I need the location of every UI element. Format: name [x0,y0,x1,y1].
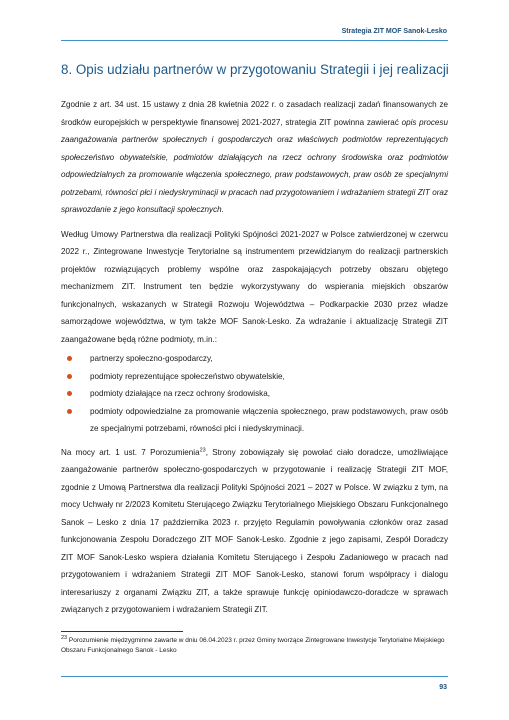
paragraph-legal-basis-text: Zgodnie z art. 34 ust. 15 ustawy z dnia 28 kwietnia 2022 r. o zasadach realizacji zadań finansowanych ze środków europejskich w perspektywie finansowej 2021-2027, strategia ZIT powinna zawierać [61,100,448,127]
list-item [61,368,448,386]
footer-divider [61,676,448,677]
paragraph-partnership-agreement: Według Umowy Partnerstwa dla realizacji Polityki Spójności 2021-2027 w Polsce zatwierdzonej w czerwcu 2022 r., Zintegrowane Inwestycje Terytorialne są instrumentem przewidzianym do realizacji partnerskich projektów rozwiązujących problemy wspólne oraz zaspokajających potrzeby obszaru objętego mechanizmem ZIT. Instrument ten będzie wykorzystywany do wspierania miejskich obszarów funkcjonalnych, wskazanych w Strategii Rozwoju Województwa – Podkarpackie 2030 przez władze samorządowe województwa, w tym także MOF Sanok-Lesko. Za wdrażanie i aktualizację Strategii ZIT zaangażowane będą różne podmioty, m.in.: [61,229,448,344]
list-item-text: partnerzy społeczno-gospodarczy, [90,354,213,363]
list-item-text: podmioty odpowiedzialne za promowanie włączenia społecznego, praw podstawowych, praw osób ze specjalnymi potrzebami, równości płci i niedyskryminacji. [90,406,448,433]
list-item-text: podmioty działające na rzecz ochrony środowiska, [90,389,270,398]
bullet-icon [67,409,72,414]
list-item-text: podmioty reprezentujące społeczeństwo obywatelskie, [90,371,285,381]
bullet-icon [67,391,72,396]
list-item [61,403,448,438]
footnote-text: Porozumienie międzygminne zawarte w dniu 06.04.2023 r. przez Gminy tworzące Zintegrowane Inwestycje Terytorialne Miejskiego Obszaru Funkcjonalnego Sanok - Lesko [61,637,445,654]
paragraph-legal-basis-quote: opis procesu zaangażowania partnerów społecznych i gospodarczych oraz właściwych podmiotów reprezentujących społeczeństwo obywatelskie, podmiotów działających na rzecz ochrony środowiska oraz podmiotów odpowiedzialnych za promowanie włączenia społecznego, praw podstawowych, praw osób ze specjalnymi potrzebami, równości płci i niedyskryminacji w pracach nad przygotowaniem i wdrażaniem strategii ZIT oraz sprawozdanie z jego konsultacji społecznych. [61,117,448,214]
section-heading: 8. Opis udziału partnerów w przygotowaniu Strategii i jej realizacji [61,62,449,77]
running-header: Strategia ZIT MOF Sanok-Lesko [341,28,447,35]
paragraph-legal-basis [61,96,448,219]
paragraph-advisory-team-text-end: , Strony zobowiązały się powołać ciało doradcze, umożliwiające zaangażowanie partnerów społeczno-gospodarczych w przygotowanie i realizację Strategii ZIT MOF, zgodnie z Umową Partnerstwa dla realizacji Polityki Spójności 2021 – 2027 w Polsce. W związku z tym, na mocy Uchwały nr 2/2023 Komitetu Sterującego Związku Terytorialnego Miejskiego Obszaru Funkcjonalnego Sanok – Lesko z dnia 17 października 2023 r. przyjęto Regulamin powoływania członków oraz zasad funkcjonowania Zespołu Doradczego ZIT MOF Sanok-Lesko. Zgodnie z jego zapisami, Zespół Doradczy ZIT MOF Sanok-Lesko wspiera działania Komitetu Sterującego i Zespołu Zadaniowego w pracach nad przygotowaniem i wdrażaniem Strategii ZIT MOF Sanok-Lesko, stanowi forum współpracy i dialogu interesariuszy z organami Związku ZIT, a także sprawuje funkcję opiniodawczo-doradcze w sprawach związanych z przygotowaniem i wdrażaniem Strategii ZIT. [61,447,449,614]
footnote-reference[interactable]: 23 [199,446,206,453]
bullet-list [61,350,448,438]
footnote [61,636,448,656]
list-item [61,350,448,368]
footnote-number: 23 [61,634,68,641]
body-text [61,96,448,626]
header-divider [61,40,448,41]
paragraph-advisory-team [61,444,448,619]
bullet-icon [67,374,72,379]
bullet-icon [67,356,72,361]
list-item [61,385,448,403]
paragraph-advisory-team-text-start: Na mocy art. 1 ust. 7 Porozumienia [61,447,200,457]
footnote-divider [61,631,183,632]
page-number: 93 [439,684,447,691]
